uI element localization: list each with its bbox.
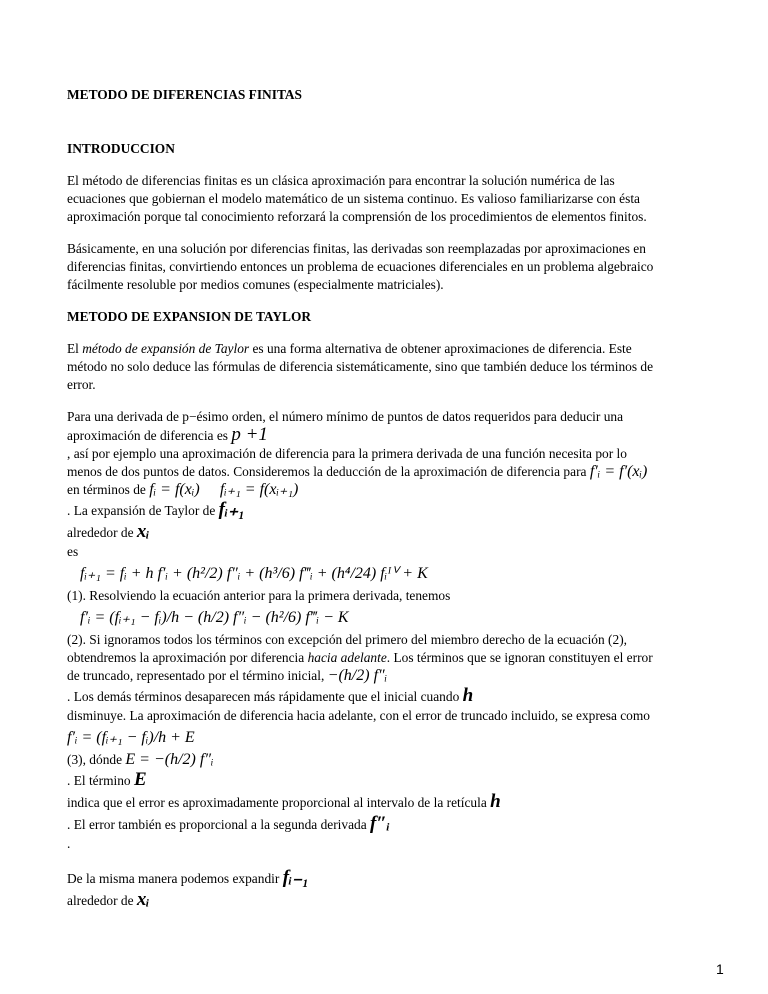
emphasis: hacia adelante <box>307 650 387 665</box>
para-line: (2). Si ignoramos todos los términos con excepción del primero del miembro derecho de la ecuación (2), <box>67 632 628 647</box>
math: −(h/2) f″ᵢ <box>327 667 388 684</box>
para-line <box>67 867 701 889</box>
para-line <box>67 667 701 685</box>
taylor-line: método no solo deduce las fórmulas de diferencia sistemáticamente, sino que también deduce los términos de <box>67 359 654 374</box>
document-title: METODO DE DIFERENCIAS FINITAS <box>67 87 302 102</box>
taylor-paragraph <box>67 340 701 394</box>
para-line: . <box>67 836 71 851</box>
text: es una forma alternativa de obtener aproximaciones de diferencia. Este <box>249 341 632 356</box>
text: alrededor de <box>67 893 134 908</box>
text: . El término <box>67 773 131 788</box>
page-number: 1 <box>716 961 724 977</box>
para-line: disminuye. La aproximación de diferencia hacia adelante, con el error de truncado incluido, se expresa como <box>67 708 650 723</box>
para-line <box>67 889 701 911</box>
para-line <box>67 649 701 667</box>
equation-2: f′ᵢ = (fᵢ₊₁ − fᵢ)/h − (h/2) f″ᵢ − (h²/6) f‴ᵢ − K <box>80 609 349 626</box>
intro-line: El método de diferencias finitas es un clásica aproximación para encontrar la solución numérica de las <box>67 173 615 188</box>
text: (3), dónde <box>67 752 123 767</box>
taylor-line: error. <box>67 377 96 392</box>
text: obtendremos la aproximación por diferencia <box>67 650 308 665</box>
section-heading-taylor: METODO DE EXPANSION DE TAYLOR <box>67 309 312 324</box>
para-line <box>67 521 701 543</box>
para-line <box>67 769 701 791</box>
math: h <box>462 685 474 706</box>
para-line: , así por ejemplo una aproximación de diferencia para la primera derivada de una función necesita por lo <box>67 446 627 461</box>
math: f″ᵢ <box>370 813 391 834</box>
para-line <box>67 791 701 813</box>
math: fᵢ₊₁ = f(xᵢ₊₁) <box>219 481 299 498</box>
math: fᵢ₋₁ <box>282 867 309 888</box>
equation-3: f′ᵢ = (fᵢ₊₁ − fᵢ)/h + E <box>67 729 195 746</box>
para-line <box>67 426 701 445</box>
text: . Los términos que se ignoran constituyen el error <box>386 650 653 665</box>
para-line <box>67 481 701 499</box>
basic-line: diferencias finitas, convirtiendo entonces un problema de ecuaciones diferenciales en un problema algebraico <box>67 259 654 274</box>
math: xᵢ <box>136 889 150 910</box>
math: fᵢ = f(xᵢ) <box>149 481 200 498</box>
math: xᵢ <box>136 521 150 542</box>
math: E <box>133 769 147 790</box>
basic-paragraph <box>67 240 701 294</box>
text: aproximación de diferencia es <box>67 428 228 443</box>
intro-line: aproximación porque tal conocimiento reforzará la comprensión de los procedimientos de elementos finitos. <box>67 209 647 224</box>
text: . La expansión de Taylor de <box>67 503 216 518</box>
equation-1: fᵢ₊₁ = fᵢ + h f′ᵢ + (h²/2) f″ᵢ + (h³/6) f‴ᵢ + (h⁴/24) fᵢᴵⱽ + K <box>80 565 428 582</box>
math: f′ᵢ = f′(xᵢ) <box>589 463 648 480</box>
emphasis: método de expansión de Taylor <box>82 341 250 356</box>
math: fᵢ₊₁ <box>218 499 245 520</box>
equation-4: E = −(h/2) f″ᵢ <box>125 751 214 768</box>
text: menos de dos puntos de datos. Consideremos la deducción de la aproximación de diferencia para <box>67 464 587 479</box>
intro-paragraph <box>67 172 701 226</box>
section-heading-intro: INTRODUCCION <box>67 141 175 156</box>
text: . El error también es proporcional a la segunda derivada <box>67 817 367 832</box>
para-line <box>67 751 701 769</box>
math: h <box>490 791 501 812</box>
text: en términos de <box>67 482 146 497</box>
text: de truncado, representado por el término inicial, <box>67 668 325 683</box>
basic-line: Básicamente, en una solución por diferencias finitas, las derivadas son reemplazadas por aproximaciones en <box>67 241 646 256</box>
taylor-line <box>67 340 701 358</box>
para-line <box>67 499 701 521</box>
para-line <box>67 813 701 835</box>
basic-line: fácilmente resoluble por medios comunes (especialmente matriciales). <box>67 277 444 292</box>
text: De la misma manera podemos expandir <box>67 871 280 886</box>
truncation-paragraph <box>67 631 701 853</box>
expansion-paragraph <box>67 867 701 911</box>
text: alrededor de <box>67 525 134 540</box>
para-line <box>67 685 701 707</box>
para-line: es <box>67 544 79 559</box>
intro-line: ecuaciones que gobiernan el modelo matemático de un sistema continuo. Es valioso familiarizarse con ésta <box>67 191 640 206</box>
para-line: (1). Resolviendo la ecuación anterior para la primera derivada, tenemos <box>67 588 451 603</box>
text: . Los demás términos desaparecen más rápidamente que el inicial cuando <box>67 689 460 704</box>
text: El <box>67 341 83 356</box>
math: p +1 <box>231 424 268 445</box>
para-line <box>67 463 701 481</box>
derivation-paragraph <box>67 408 701 627</box>
para-line: Para una derivada de p−ésimo orden, el número mínimo de puntos de datos requeridos para deducir una <box>67 409 624 424</box>
text: indica que el error es aproximadamente proporcional al intervalo de la retícula <box>67 795 487 810</box>
